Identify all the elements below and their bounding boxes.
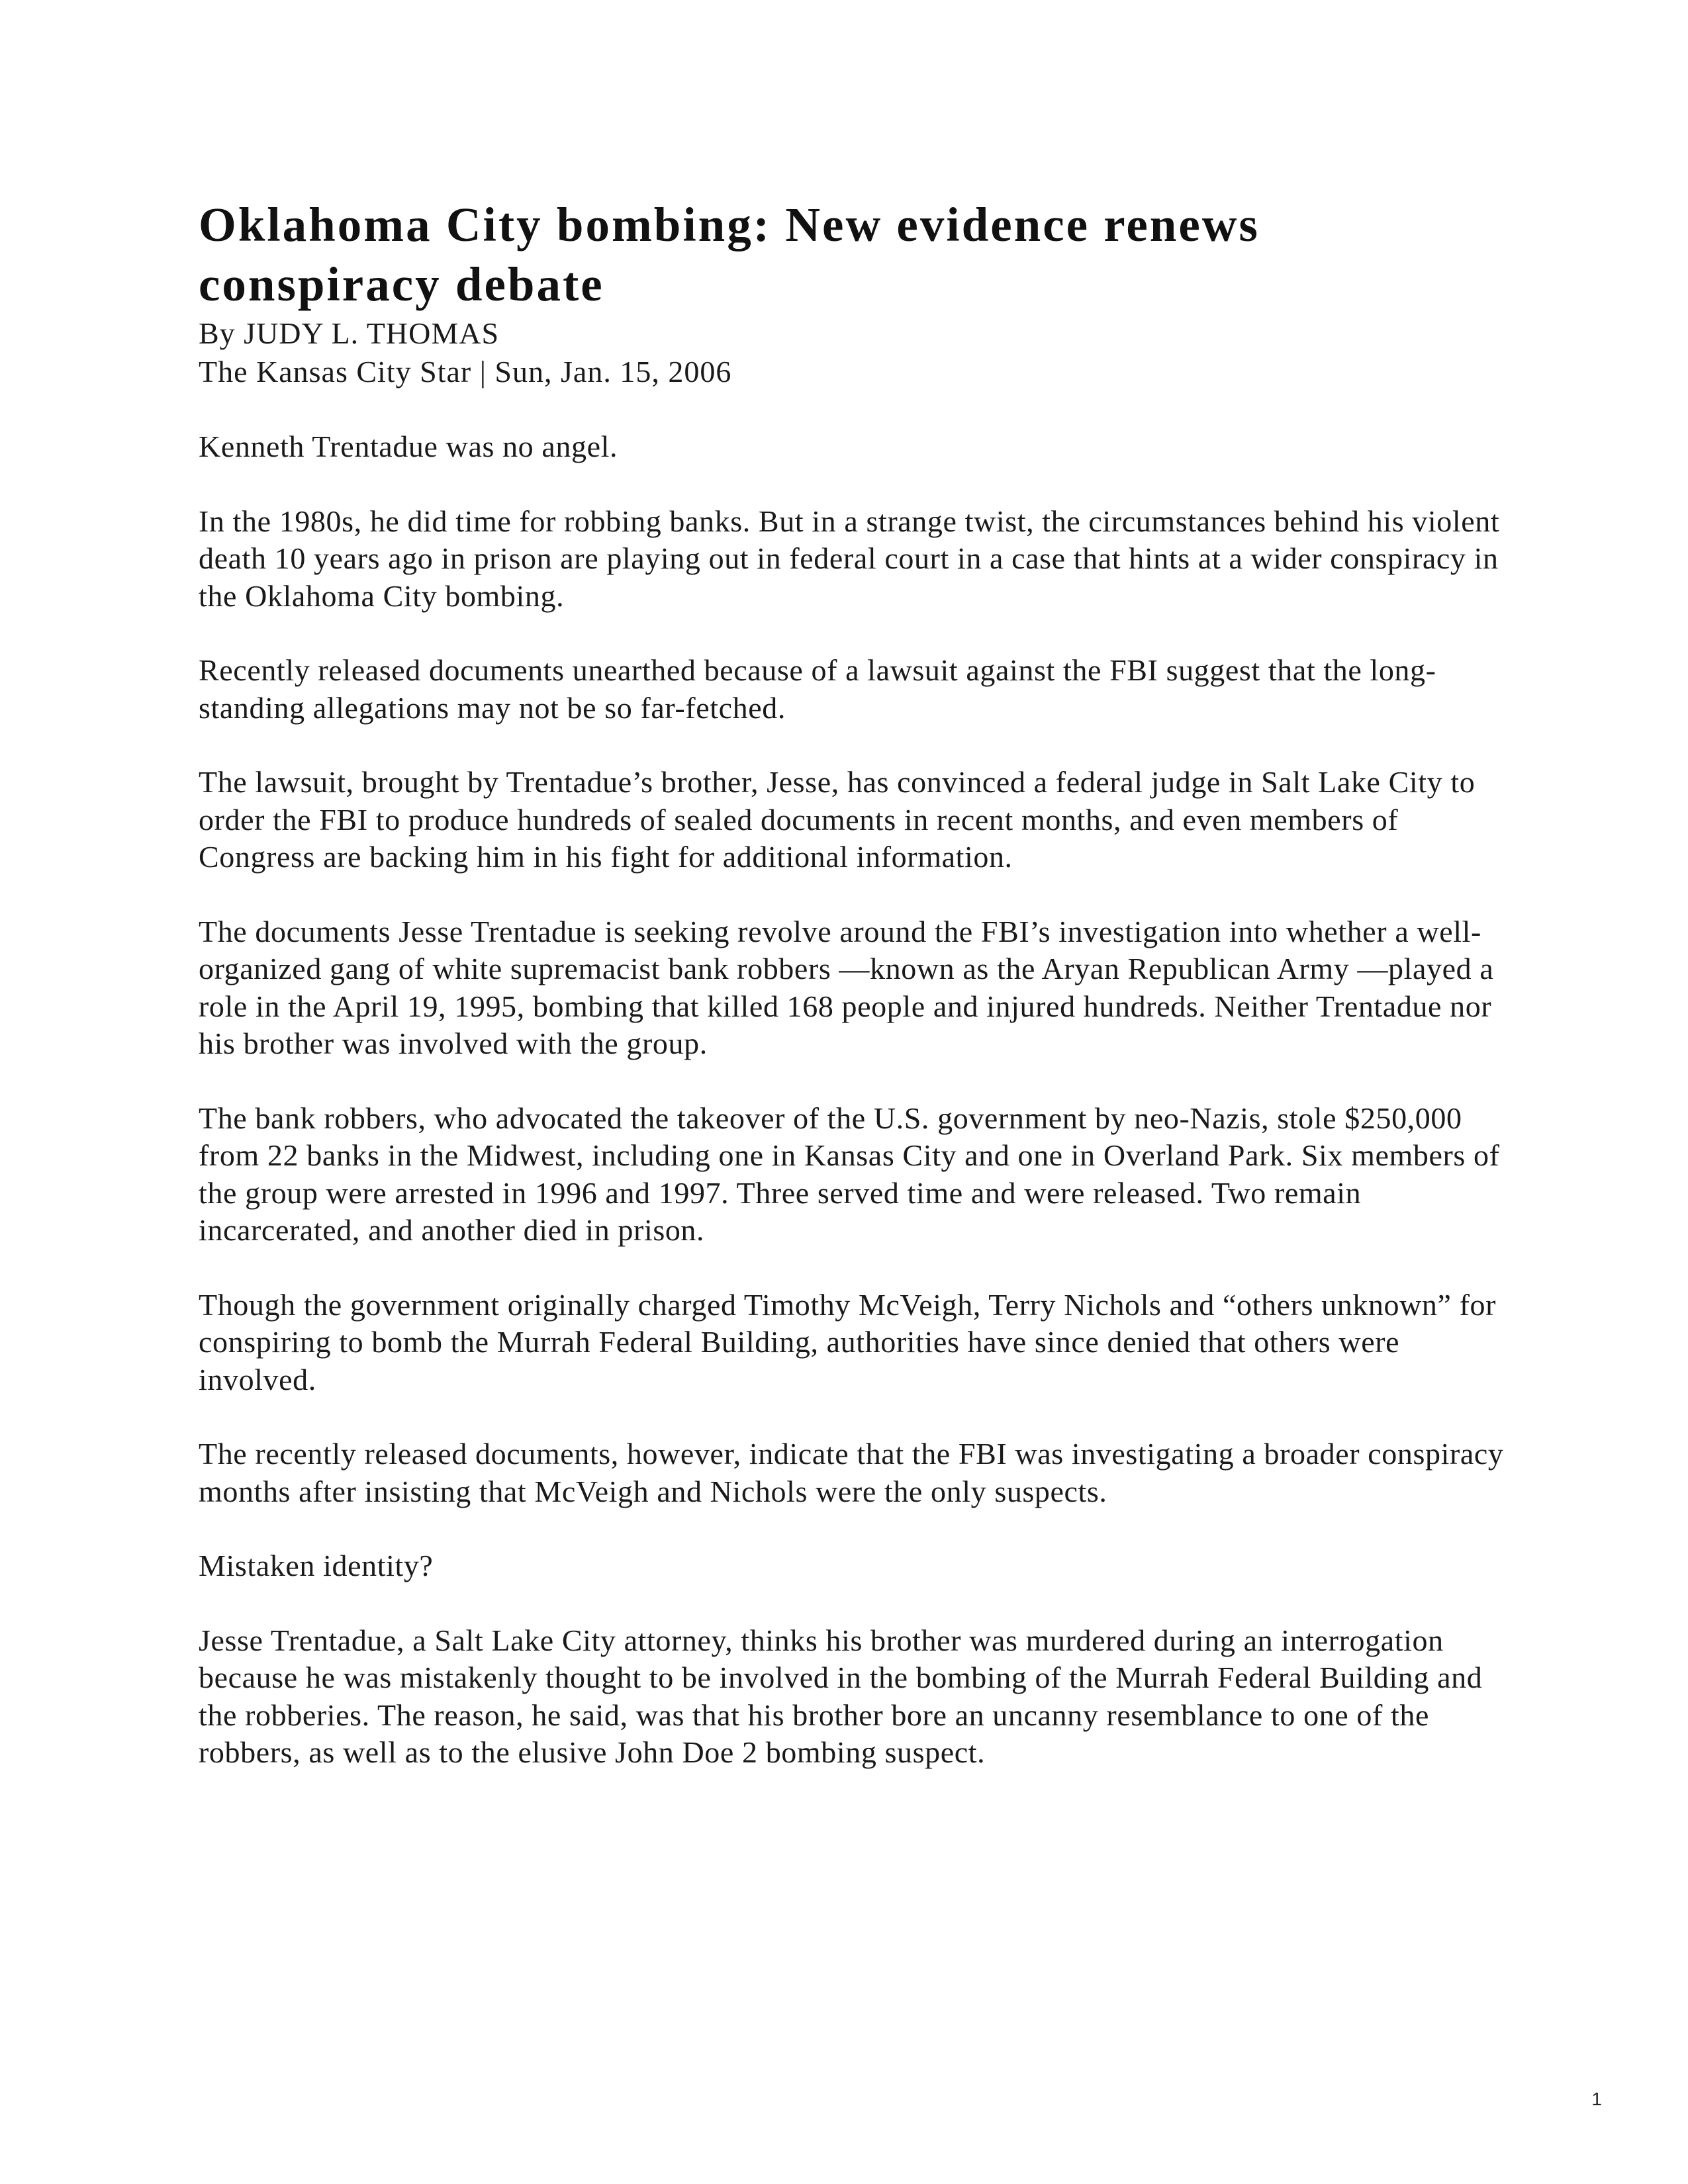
paragraph: Recently released documents unearthed because of a lawsuit against the FBI suggest that the long-standing allegations may not be so far-fetched.	[199, 653, 1436, 725]
article-headline: Oklahoma City bombing: New evidence renews conspiracy debate	[199, 198, 1260, 311]
article	[199, 195, 1509, 1809]
article-dateline: The Kansas City Star | Sun, Jan. 15, 2006	[199, 355, 732, 388]
paragraph: The lawsuit, brought by Trentadue’s brother, Jesse, has convinced a federal judge in Salt Lake City to order the FBI to produce hundreds of sealed documents in recent months, and even members of Congress are backing him in his fight for additional information.	[199, 765, 1476, 874]
paragraph: The documents Jesse Trentadue is seeking revolve around the FBI’s investigation into whether a well-organized gang of white supremacist bank robbers —known as the Aryan Republican Army —played a role in the April 19, 1995, bombing that killed 168 people and injured hundreds. Neither Trentadue nor his brother was involved with the group.	[199, 914, 1494, 1060]
paragraph: Though the government originally charged Timothy McVeigh, Terry Nichols and “others unknown” for conspiring to bomb the Murrah Federal Building, authorities have since denied that others were involved.	[199, 1287, 1497, 1396]
page-number: 1	[1591, 2089, 1602, 2109]
paragraph: In the 1980s, he did time for robbing banks. But in a strange twist, the circumstances behind his violent death 10 years ago in prison are playing out in federal court in a case that hints at a wider conspiracy in the Oklahoma City bombing.	[199, 504, 1500, 613]
paragraph: Kenneth Trentadue was no angel.	[199, 430, 618, 463]
paragraph: Jesse Trentadue, a Salt Lake City attorney, thinks his brother was murdered during an interrogation because he was mistakenly thought to be involved in the bombing of the Murrah Federal Building and the robberies. The reason, he said, was that his brother bore an uncanny resemblance to one of the robbers, as well as to the elusive John Doe 2 bombing suspect.	[199, 1623, 1483, 1769]
paragraph: The recently released documents, however, indicate that the FBI was investigating a broader conspiracy months after insisting that McVeigh and Nichols were the only suspects.	[199, 1437, 1504, 1508]
paragraph: The bank robbers, who advocated the takeover of the U.S. government by neo-Nazis, stole $250,000 from 22 banks in the Midwest, including one in Kansas City and one in Overland Park. Six members of the group were arrested in 1996 and 1997. Three served time and were released. Two remain incarcerated, and another died in prison.	[199, 1101, 1500, 1247]
section-subhead: Mistaken identity?	[199, 1549, 434, 1582]
article-byline: By JUDY L. THOMAS	[199, 316, 500, 350]
article-body	[199, 428, 1509, 1772]
